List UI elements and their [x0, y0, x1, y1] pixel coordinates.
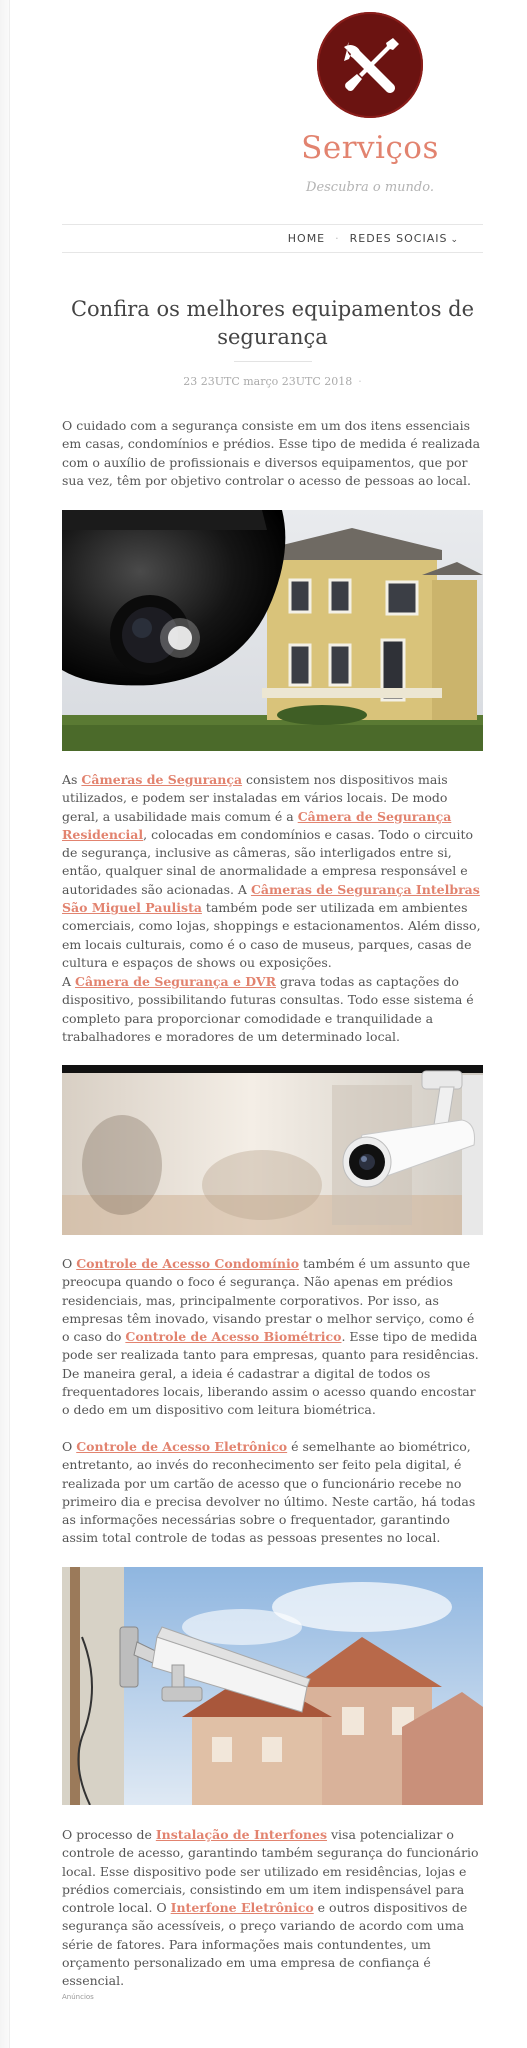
- ads-label: Anúncios: [62, 1993, 94, 2001]
- text-segment: também pode ser utilizada em ambientes comerciais, como lojas, shoppings e estacionamentos. Além disso, em locais culturais, como é o caso de museus, parques, casas de cultura e espaços de shows ou exposições.: [62, 900, 481, 970]
- link-controle-acesso-condominio[interactable]: Controle de Acesso Condomínio: [76, 1256, 300, 1271]
- main-navigation: [62, 224, 483, 253]
- paragraph-intro: O cuidado com a segurança consiste em um dos itens essenciais em casas, condomínios e prédios. Esse tipo de medida é realizada com o auxílio de profissionais e diversos equipamentos, que por sua vez, têm por objetivo controlar o acesso de pessoas ao local.: [62, 418, 481, 488]
- link-controle-acesso-biometrico[interactable]: Controle de Acesso Biométrico: [125, 1329, 342, 1345]
- nav-separator: ·: [335, 232, 340, 245]
- paragraph-dvr: [62, 973, 483, 1046]
- text-segment: O processo de: [62, 1827, 156, 1842]
- paragraph-controle-eletronico: [62, 1438, 483, 1548]
- page-left-edge: [0, 0, 10, 2048]
- text-segment: As: [62, 772, 82, 787]
- link-camera-residencial[interactable]: Câmera de Segurança Residencial: [62, 808, 452, 842]
- text-segment: também é um assunto que preocupa quando o foco é segurança. Não apenas em prédios residenciais, mas, principalmente corporativos. Por isso, as empresas têm inovado, visando prestar o melhor serviço, como é o caso do: [62, 1256, 475, 1345]
- text-segment: O: [62, 1439, 77, 1454]
- nav-item-redes-sociais[interactable]: [350, 232, 459, 245]
- title-divider: [234, 361, 312, 362]
- text-segment: . Esse tipo de medida pode ser realizada tanto para empresas, quanto para residências. De maneira geral, a ideia é cadastrar a digital de todos os frequentadores locais, liberando assim o acesso quando encostar o dedo em um dispositivo com leitura biométrica.: [62, 1329, 479, 1418]
- link-controle-acesso-eletronico[interactable]: Controle de Acesso Eletrônico: [76, 1439, 288, 1454]
- text-segment: e outros dispositivos de segurança são acessíveis, o preço variando de acordo com uma série de fatores. Para informações mais contundentes, um orçamento personalizado em uma empresa de confiança é essencial.: [62, 1900, 468, 1989]
- post-date-text: 23 23UTC março 23UTC 2018: [183, 375, 353, 388]
- nav-item-label: REDES SOCIAIS: [349, 232, 448, 245]
- link-interfone-eletronico[interactable]: Interfone Eletrônico: [170, 1900, 314, 1916]
- chevron-down-icon: ⌄: [450, 235, 459, 245]
- post-title: Confira os melhores equipamentos de segurança: [70, 297, 475, 349]
- link-instalacao-interfones[interactable]: Instalação de Interfones: [155, 1827, 328, 1842]
- text-segment: consistem nos dispositivos mais utilizados, e podem ser instaladas em vários locais. De modo geral, a usabilidade mais comum é a: [62, 772, 448, 824]
- text-segment: grava todas as captações do dispositivo, possibilitando futuras consultas. Todo esse sistema é completo para proporcionar comodidade e tranquilidade a trabalhadores e moradores de um determinado local.: [62, 974, 474, 1044]
- image-dome-camera-house: [62, 510, 483, 751]
- link-cameras-de-seguranca[interactable]: Câmeras de Segurança: [81, 772, 243, 787]
- image-wall-camera-houses: [62, 1567, 483, 1805]
- text-segment: , colocadas em condomínios e casas. Todo o circuito de segurança, inclusive as câmeras, são interligados entre si, então, qualquer sinal de anormalidade a empresa responsável e autoridades são acionadas. A: [62, 826, 474, 897]
- text-segment: é semelhante ao biométrico, entretanto, ao invés do reconhecimento ser feito pela digital, é realizada por um cartão de acesso que o funcionário recebe no primeiro dia e precisa devolver no último. Neste cartão, há todas as informações necessárias sobre o frequentador, garantindo assim total controle de todas as pessoas presentes no local.: [62, 1439, 476, 1546]
- text-segment: O: [62, 1256, 77, 1271]
- text-segment: A: [62, 974, 76, 989]
- site-title[interactable]: Serviços: [301, 130, 439, 166]
- site-logo[interactable]: [317, 12, 423, 118]
- link-cameras-intelbras[interactable]: Câmeras de Segurança Intelbras São Miguel Paulista: [62, 881, 480, 916]
- post-date-separator: ·: [358, 375, 362, 388]
- crossed-tools-icon: [335, 30, 405, 100]
- paragraph-cameras: [62, 771, 483, 972]
- paragraph-controle-condominio: [62, 1255, 483, 1420]
- site-tagline: Descubra o mundo.: [306, 180, 434, 195]
- nav-item-home[interactable]: HOME: [287, 232, 326, 245]
- image-bullet-camera: [62, 1065, 483, 1235]
- link-camera-dvr[interactable]: Câmera de Segurança e DVR: [75, 974, 276, 989]
- post-date[interactable]: [62, 375, 483, 388]
- text-segment: visa potencializar o controle de acesso, garantindo também segurança do funcionário local. Esse dispositivo pode ser utilizado em residências, lojas e prédios comerciais, consistindo em um item indispensável para controle local. O: [62, 1827, 479, 1916]
- paragraph-interfones: [62, 1826, 483, 1991]
